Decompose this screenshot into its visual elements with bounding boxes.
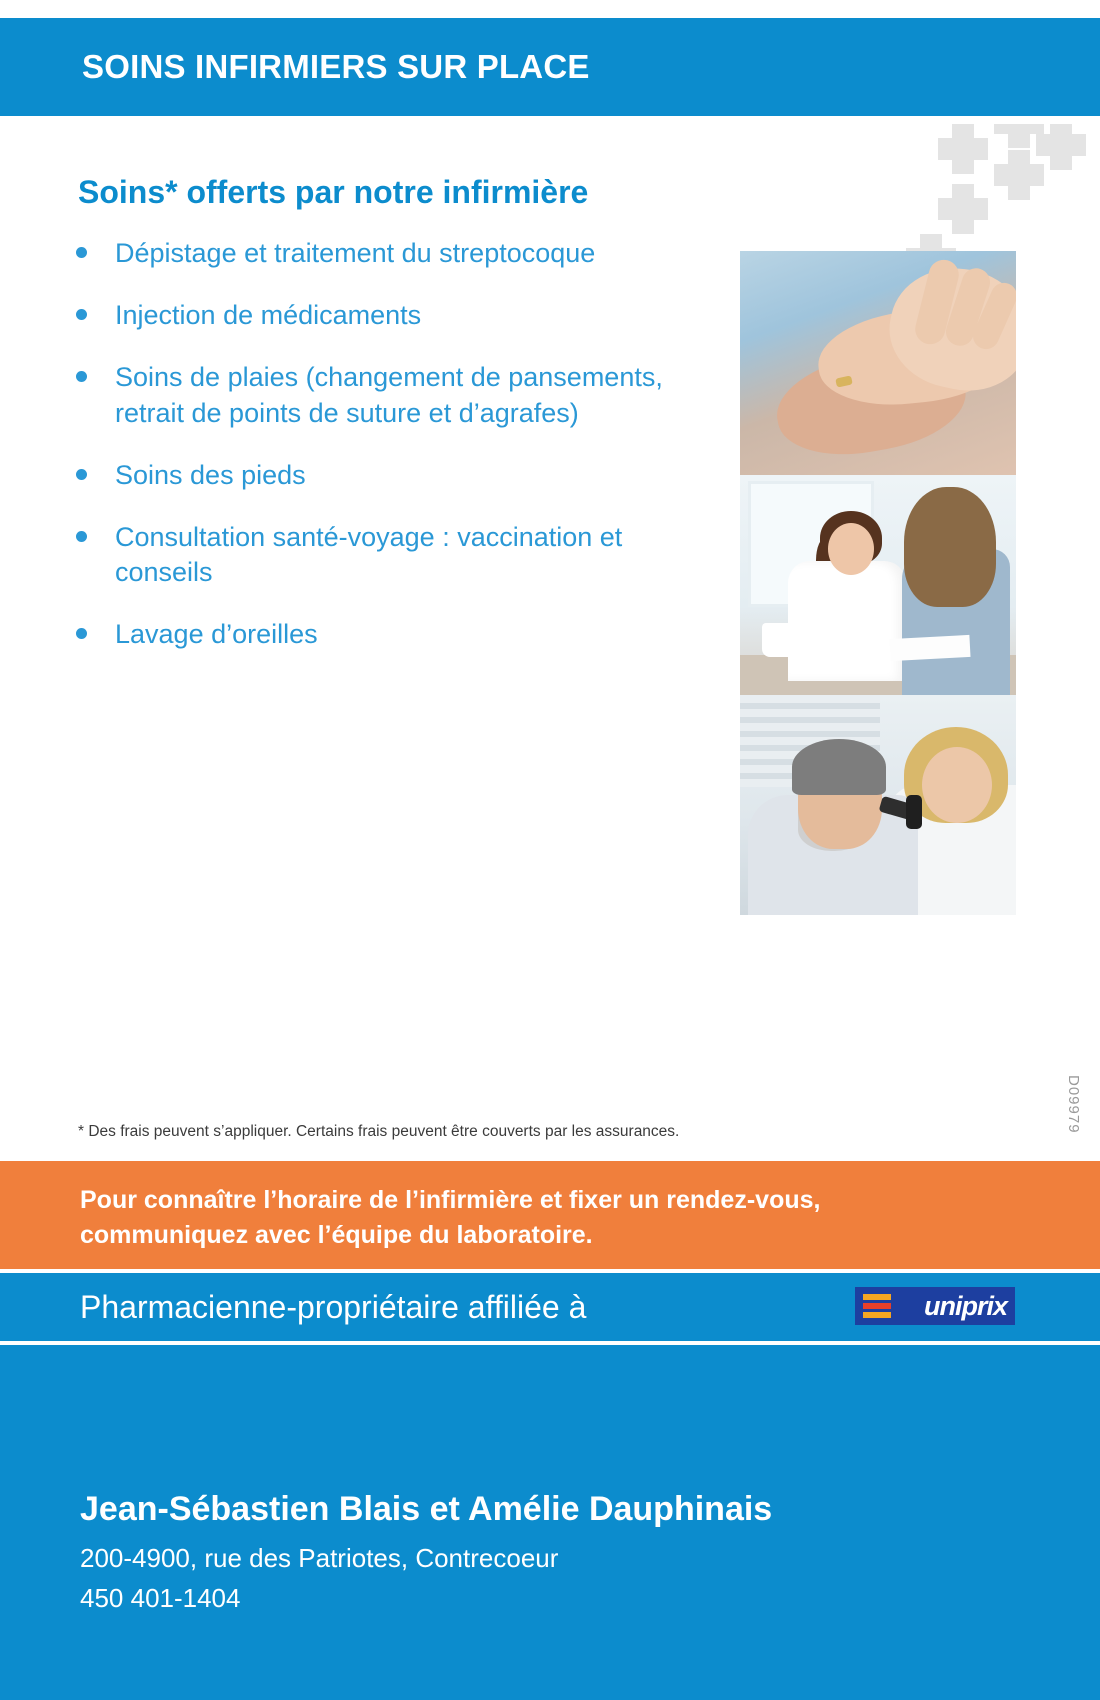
hands-holding-photo [740, 251, 1016, 475]
contact-band [0, 1345, 1100, 1700]
pharmacist-name: Jean-Sébastien Blais et Amélie Dauphinais [80, 1490, 773, 1528]
bullet-dot-icon [76, 531, 87, 542]
document-code: D09979 [1065, 1075, 1082, 1134]
nurse-consultation-photo [740, 475, 1016, 695]
uniprix-logo [855, 1287, 1015, 1325]
service-label: Injection de médicaments [115, 299, 422, 330]
list-item [72, 298, 672, 334]
section-subtitle: Soins* offerts par notre infirmière [78, 174, 589, 210]
list-item [72, 458, 672, 494]
services-list [72, 236, 672, 679]
list-item [72, 520, 672, 592]
header-band [0, 18, 1100, 116]
pharmacy-address: 200-4900, rue des Patriotes, Contrecoeur [80, 1543, 559, 1573]
service-label: Soins de plaies (changement de pansements, retrait de points de suture et d’agrafes) [115, 361, 663, 428]
callout-text [80, 1183, 1040, 1252]
list-item [72, 236, 672, 272]
affiliation-band [0, 1273, 1100, 1341]
bullet-dot-icon [76, 371, 87, 382]
photo-column [740, 251, 1016, 915]
bullet-dot-icon [76, 309, 87, 320]
affiliation-text: Pharmacienne-propriétaire affiliée à [80, 1288, 587, 1325]
bullet-dot-icon [76, 628, 87, 639]
list-item [72, 617, 672, 653]
footnote-text: * Des frais peuvent s’appliquer. Certains frais peuvent être couverts par les assurances. [78, 1123, 680, 1140]
service-label: Consultation santé-voyage : vaccination et conseils [115, 521, 623, 588]
page-title: SOINS INFIRMIERS SUR PLACE [82, 48, 590, 85]
bullet-dot-icon [76, 469, 87, 480]
service-label: Soins des pieds [115, 459, 306, 490]
callout-band [0, 1161, 1100, 1269]
service-label: Lavage d’oreilles [115, 619, 318, 650]
callout-line-1: Pour connaître l’horaire de l’infirmière et fixer un rendez-vous, [80, 1186, 821, 1214]
pharmacy-phone: 450 401-1404 [80, 1583, 241, 1613]
uniprix-bars-icon [863, 1294, 891, 1318]
list-item [72, 360, 672, 432]
service-label: Dépistage et traitement du streptocoque [115, 238, 596, 268]
main-content [0, 116, 1100, 1076]
ear-exam-photo [740, 695, 1016, 915]
uniprix-wordmark: uniprix [923, 1290, 1007, 1321]
bullet-dot-icon [76, 247, 87, 258]
callout-line-2: communiquez avec l’équipe du laboratoire. [80, 1220, 593, 1249]
